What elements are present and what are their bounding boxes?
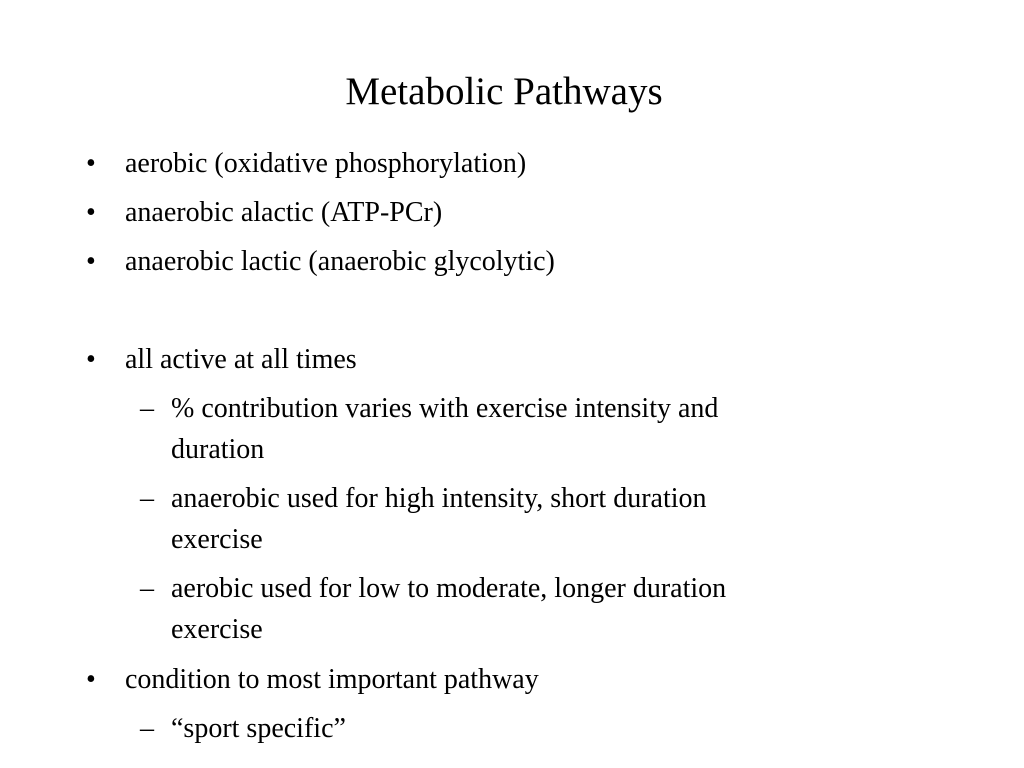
bullet-marker: • xyxy=(86,246,96,277)
bullet-item: condition to most important pathway xyxy=(125,664,539,695)
bullet-marker: • xyxy=(86,148,96,179)
bullet-item: anaerobic lactic (anaerobic glycolytic) xyxy=(125,246,555,277)
sub-item-line: exercise xyxy=(171,614,263,645)
dash-marker: – xyxy=(140,713,154,744)
bullet-marker: • xyxy=(86,344,96,375)
dash-marker: – xyxy=(140,483,154,514)
bullet-marker: • xyxy=(86,664,96,695)
sub-item-line: anaerobic used for high intensity, short duration xyxy=(171,483,707,514)
dash-marker: – xyxy=(140,573,154,604)
bullet-marker: • xyxy=(86,197,96,228)
sub-item-line: exercise xyxy=(171,524,263,555)
sub-item-line: % contribution varies with exercise intensity and xyxy=(171,393,719,424)
slide-title: Metabolic Pathways xyxy=(345,70,663,113)
bullet-item: anaerobic alactic (ATP-PCr) xyxy=(125,197,443,228)
sub-item-line: “sport specific” xyxy=(171,713,346,744)
sub-item-line: duration xyxy=(171,434,265,465)
bullet-item: aerobic (oxidative phosphorylation) xyxy=(125,148,527,179)
dash-marker: – xyxy=(140,393,154,424)
bullet-item: all active at all times xyxy=(125,344,357,375)
sub-item-line: aerobic used for low to moderate, longer duration xyxy=(171,573,727,604)
